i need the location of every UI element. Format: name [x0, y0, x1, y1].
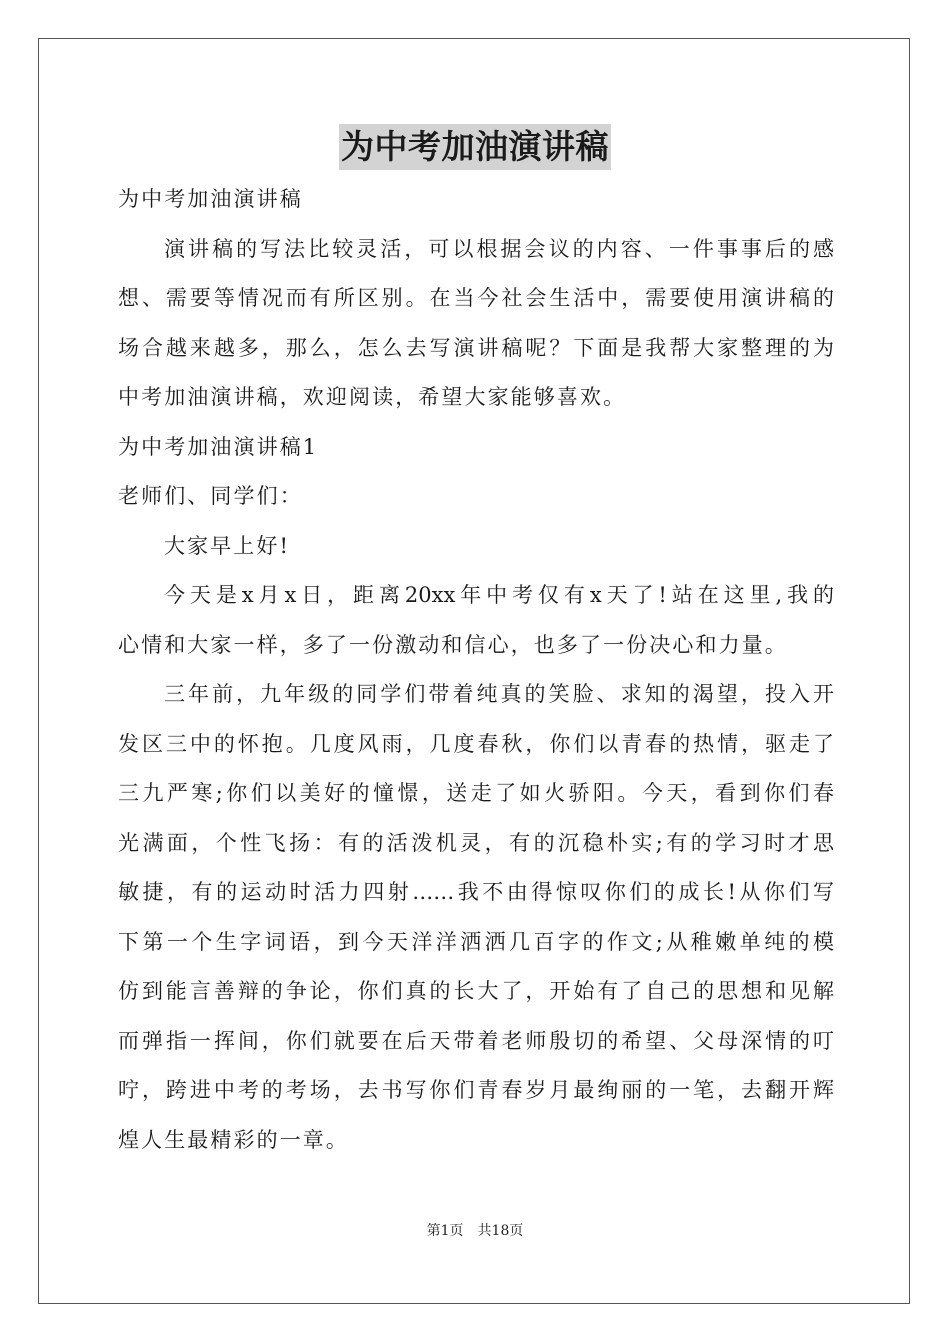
paragraph-line: 煌人生最精彩的一章。 — [118, 1127, 349, 1152]
paragraph-line: 今天是x月x日，距离20xx年中考仅有x天了!站在这里,我的 — [164, 583, 834, 607]
greeting-line: 大家早上好! — [164, 533, 291, 558]
paragraph-line: 心情和大家一样，多了一份激动和信心，也多了一份决心和力量。 — [118, 632, 788, 657]
title-container — [0, 124, 950, 170]
paragraph-line: 三年前，九年级的同学们带着纯真的笑脸、求知的渴望，投入开 — [164, 682, 834, 706]
paragraph-line: 光满面，个性飞扬：有的活泼机灵，有的沉稳朴实;有的学习时才思 — [118, 830, 834, 855]
paragraph-line: 三九严寒;你们以美好的憧憬，送走了如火骄阳。今天，看到你们春 — [118, 781, 834, 805]
document-body — [118, 175, 834, 1165]
paragraph-line: 中考加油演讲稿，欢迎阅读，希望大家能够喜欢。 — [118, 385, 627, 409]
paragraph-line: 下第一个生字词语，到今天洋洋洒洒几百字的作文;从稚嫩单纯的模 — [118, 929, 834, 954]
paragraph-line: 演讲稿的写法比较灵活，可以根据会议的内容、一件事事后的感 — [164, 236, 834, 261]
section-heading: 为中考加油演讲稿1 — [118, 434, 319, 459]
paragraph-line: 敏捷，有的运动时活力四射……我不由得惊叹你们的成长!从你们写 — [118, 880, 834, 904]
paragraph-line: 场合越来越多，那么，怎么去写演讲稿呢？下面是我帮大家整理的为 — [118, 335, 834, 360]
paragraph-line: 仿到能言善辩的争论，你们真的长大了，开始有了自己的思想和见解 — [118, 979, 834, 1003]
paragraph-line: 想、需要等情况而有所区别。在当今社会生活中，需要使用演讲稿的 — [118, 286, 834, 310]
salutation-line: 老师们、同学们： — [118, 484, 303, 508]
paragraph-line: 而弹指一挥间，你们就要在后天带着老师殷切的希望、父母深情的叮 — [118, 1028, 834, 1053]
document-title: 为中考加油演讲稿 — [339, 124, 611, 170]
page-number: 第1页 共18页 — [426, 1223, 524, 1239]
paragraph-line: 咛，跨进中考的考场，去书写你们青春岁月最绚丽的一笔，去翻开辉 — [118, 1078, 834, 1102]
subtitle-line: 为中考加油演讲稿 — [118, 187, 303, 211]
paragraph-line: 发区三中的怀抱。几度风雨，几度春秋，你们以青春的热情，驱走了 — [118, 731, 834, 756]
